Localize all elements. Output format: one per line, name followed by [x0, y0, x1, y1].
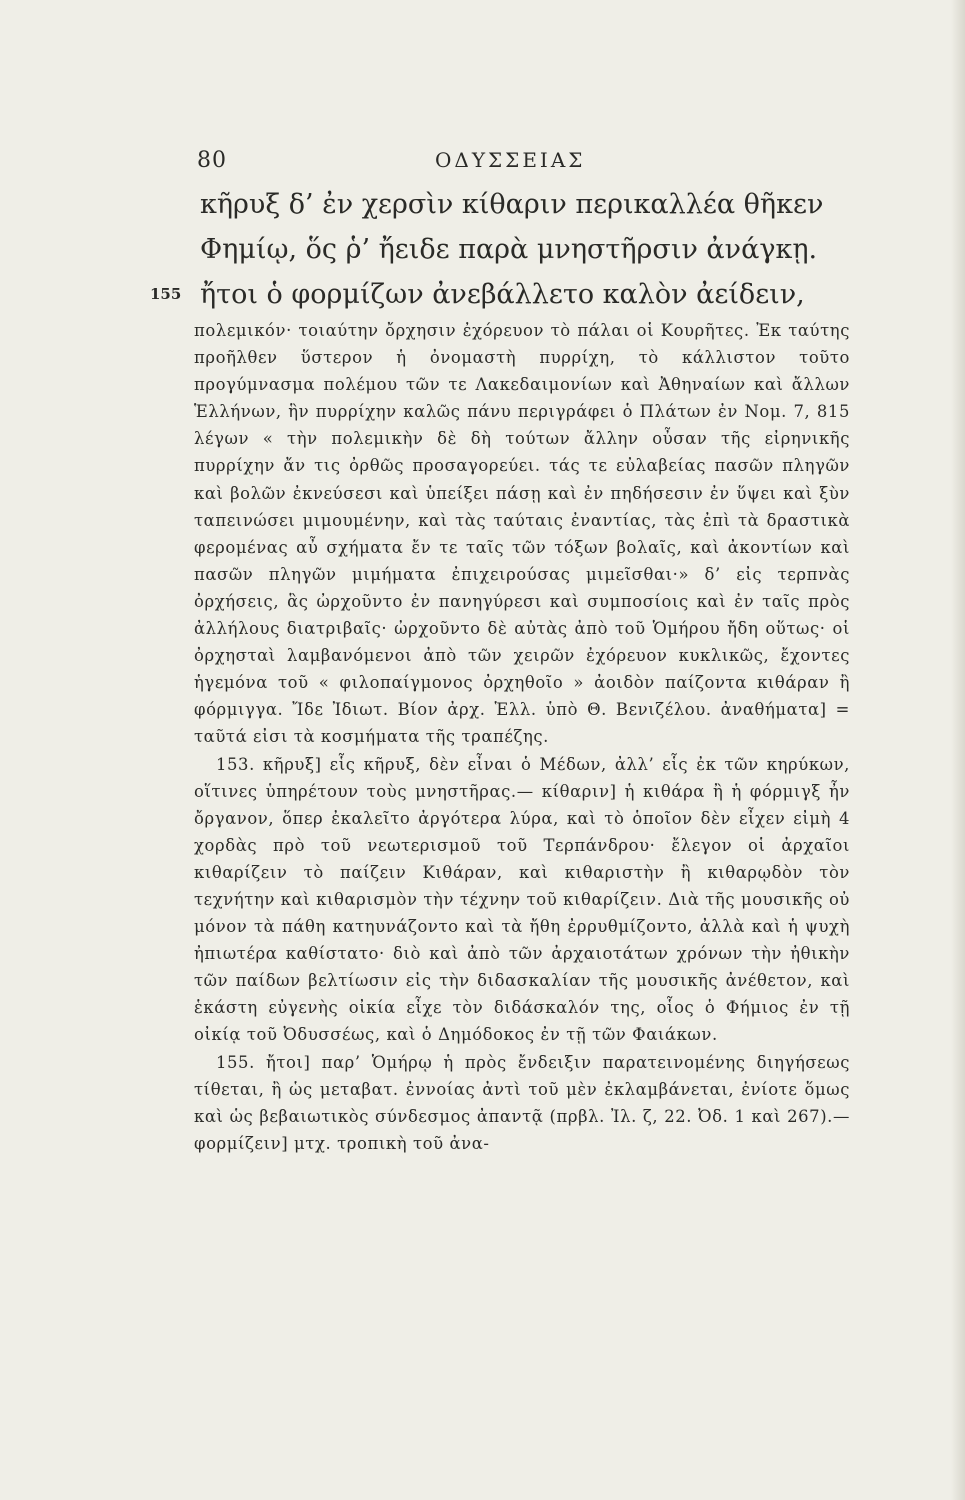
verse-block: [150, 182, 850, 317]
page-header: [197, 148, 857, 178]
verse-number: 155: [150, 285, 182, 303]
commentary-note-153: 153. κῆρυξ] εἷς κῆρυξ, δὲν εἶναι ὁ Μέδων, ἀλλ’ εἷς ἐκ τῶν κηρύκων, οἵτινες ὑπηρέτουν τοὺς μνηστῆρας.— κίθαριν] ἡ κιθάρα ἢ ἡ φόρμιγξ ἦν ὄργανον, ὅπερ ἐκαλεῖτο ἀργότερα λύρα, καὶ τὸ ὁποῖον δὲν εἶχεν εἰμὴ 4 χορδὰς πρὸ τοῦ νεωτερισμοῦ τοῦ Τερπάνδρου· ἔλεγον οἱ ἀρχαῖοι κιθαρίζειν τὸ παίζειν Κιθάραν, καὶ κιθαριστὴν ἢ κιθαρῳδὸν τὸν τεχνήτην καὶ κιθαρισμὸν τὴν τέχνην τοῦ κιθαρίζειν. Διὰ τῆς μουσικῆς οὐ μόνον τὰ πάθη κατηυνάζοντο καὶ τὰ ἤθη ἐρρυθμίζοντο, ἀλλὰ καὶ ἡ ψυχὴ ἠπιωτέρα καθίστατο· διὸ καὶ ἀπὸ τῶν ἀρχαιοτάτων χρόνων τὴν ἠθικὴν τῶν παίδων βελτίωσιν εἰς τὴν διδασκαλίαν τῆς μουσικῆς ἀνέθετον, καὶ ἑκάστη εὐγενὴς οἰκία εἶχε τὸν διδάσκαλόν της, οἷος ὁ Φήμιος ἐν τῇ οἰκίᾳ τοῦ Ὀδυσσέως, καὶ ὁ Δημόδοκος ἐν τῇ τῶν Φαιάκων.: [194, 754, 850, 1045]
verse-text: ἤτοι ὁ φορμίζων ἀνεβάλλετο καλὸν ἀείδειν,: [200, 279, 805, 310]
page-number: 80: [197, 148, 227, 173]
verse-line: [150, 227, 850, 272]
verse-text: κῆρυξ δ’ ἐν χερσὶν κίθαριν περικαλλέα θῆκεν: [200, 189, 824, 220]
verse-text: Φημίῳ, ὅς ῥ’ ἤειδε παρὰ μνηστῆρσιν ἀνάγκῃ.: [200, 234, 818, 265]
verse-line: [150, 272, 850, 317]
commentary-block: [194, 317, 850, 1157]
running-title: ΟΔΥΣΣΕΙΑΣ: [435, 148, 586, 172]
verse-line: [150, 182, 850, 227]
commentary-paragraph: πολεμικόν· τοιαύτην ὄρχησιν ἐχόρευον τὸ πάλαι οἱ Κουρῆτες. Ἐκ ταύτης προῆλθεν ὕστερον ἡ ὀνομαστὴ πυρρίχη, τὸ κάλλιστον τοῦτο προγύμνασμα πολέμου τῶν τε Λακεδαιμονίων καὶ Ἀθηναίων καὶ ἄλλων Ἑλλήνων, ἣν πυρρίχην καλῶς πάνυ περιγράφει ὁ Πλάτων ἐν Νομ. 7, 815 λέγων « τὴν πολεμικὴν δὲ δὴ τούτων ἄλλην οὖσαν τῆς εἰρηνικῆς πυρρίχην ἄν τις ὀρθῶς προσαγορεύει. τάς τε εὐλαβείας πασῶν πληγῶν καὶ βολῶν ἐκνεύσεσι καὶ ὑπείξει πάσῃ καὶ ἐν πηδήσεσιν ἐν ὕψει καὶ ξὺν ταπεινώσει μιμουμένην, καὶ τὰς ταύταις ἐναντίας, τὰς ἐπὶ τὰ δραστικὰ φερομένας αὖ σχήματα ἔν τε ταῖς τῶν τόξων βολαῖς, καὶ ἀκοντίων καὶ πασῶν πληγῶν μιμήματα ἐπιχειρούσας μιμεῖσθαι·» δ’ εἰς τερπνὰς ὀρχήσεις, ἃς ὠρχοῦντο ἐν πανηγύρεσι καὶ συμποσίοις καὶ ἐν ταῖς πρὸς ἀλλήλους διατριβαῖς· ὠρχοῦντο δὲ αὐτὰς ἀπὸ τοῦ Ὁμήρου ἤδη οὕτως· οἱ ὀρχησταὶ λαμβανόμενοι ἀπὸ τῶν χειρῶν ἐχόρευον κυκλικῶς, ἔχοντες ἡγεμόνα τοῦ « φιλοπαίγμονος ὀρχηθοῖο » ἀοιδὸν παίζοντα κιθάραν ἢ φόρμιγγα. Ἴδε Ἰδιωτ. Βίον ἀρχ. Ἑλλ. ὑπὸ Θ. Βενιζέλου. ἀναθήματα] = ταῦτά εἰσι τὰ κοσμήματα τῆς τραπέζης.: [194, 321, 850, 747]
commentary-note-155: 155. ἤτοι] παρ’ Ὁμήρῳ ἡ πρὸς ἔνδειξιν παρατεινομένης διηγήσεως τίθεται, ἢ ὡς μεταβατ. ἐννοίας ἀντὶ τοῦ μὲν ἐκλαμβάνεται, ἐνίοτε ὅμως καὶ ὡς βεβαιωτικὸς σύνδεσμος ἀπαντᾷ (πρβλ. Ἰλ. ζ, 22. Ὀδ. 1 καὶ 267).— φορμίζειν] μτχ. τροπικὴ τοῦ ἀνα-: [194, 1052, 850, 1153]
page-edge-shadow: [951, 0, 965, 1500]
